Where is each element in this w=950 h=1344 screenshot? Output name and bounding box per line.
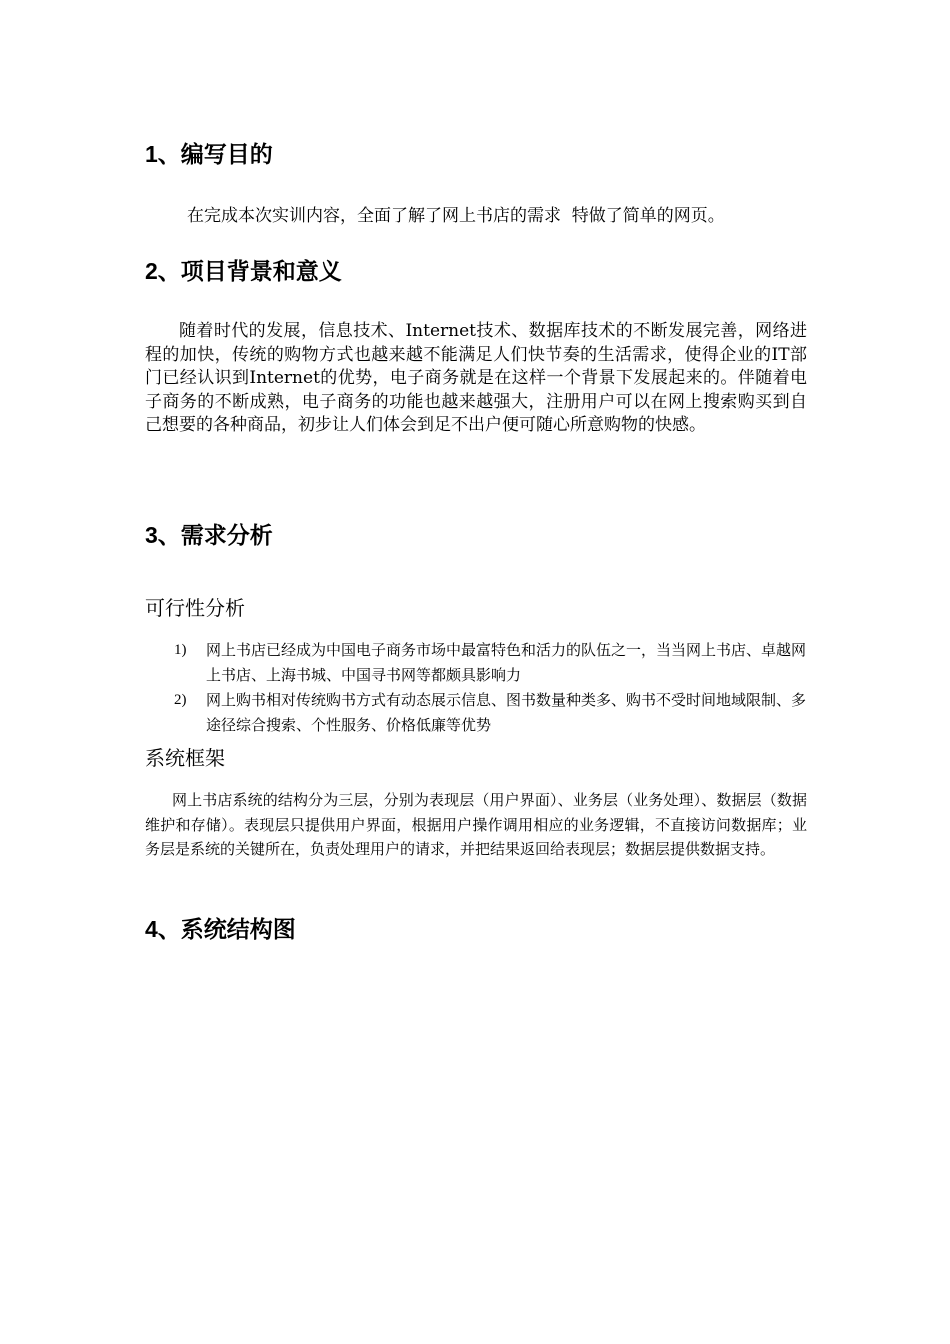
list-item-text: 网上购书相对传统购书方式有动态展示信息、图书数量种类多、购书不受时间地域限制、多途径综合搜索、个性服务、价格低廉等优势	[206, 691, 807, 734]
section-3-heading: 3、需求分析	[145, 522, 273, 548]
list-item-number: 1)	[174, 642, 187, 658]
section-4-heading: 4、系统结构图	[145, 916, 296, 942]
list-item	[170, 638, 810, 688]
section-1-paragraph: 在完成本次实训内容，全面了解了网上书店的需求 特做了简单的网页。	[187, 206, 725, 226]
section-2-paragraph: 随着时代的发展，信息技术、Internet技术、数据库技术的不断发展完善，网络进程的加快，传统的购物方式也越来越不能满足人们快节奏的生活需求，使得企业的IT部门已经认识到Internet的优势，电子商务就是在这样一个背景下发展起来的。伴随着电子商务的不断成熟，电子商务的功能也越来越强大，注册用户可以在网上搜索购买到自己想要的各种商品，初步让人们体会到足不出户便可随心所意购物的快感。	[145, 321, 807, 435]
section-2-heading: 2、项目背景和意义	[145, 258, 342, 284]
list-item	[170, 688, 810, 738]
list-item-number: 2)	[174, 692, 187, 708]
list-item-text: 网上书店已经成为中国电子商务市场中最富特色和活力的队伍之一，当当网上书店、卓越网上书店、上海书城、中国寻书网等都颇具影响力	[206, 641, 807, 684]
feasibility-list	[170, 638, 810, 738]
feasibility-subheading: 可行性分析	[145, 596, 245, 620]
framework-subheading: 系统框架	[145, 746, 225, 770]
section-1-heading: 1、编写目的	[145, 141, 273, 167]
framework-paragraph: 网上书店系统的结构分为三层，分别为表现层（用户界面）、业务层（业务处理）、数据层（数据维护和存储）。表现层只提供用户界面，根据用户操作调用相应的业务逻辑，不直接访问数据库；业务层是系统的关键所在，负责处理用户的请求，并把结果返回给表现层；数据层提供数据支持。	[145, 791, 807, 859]
